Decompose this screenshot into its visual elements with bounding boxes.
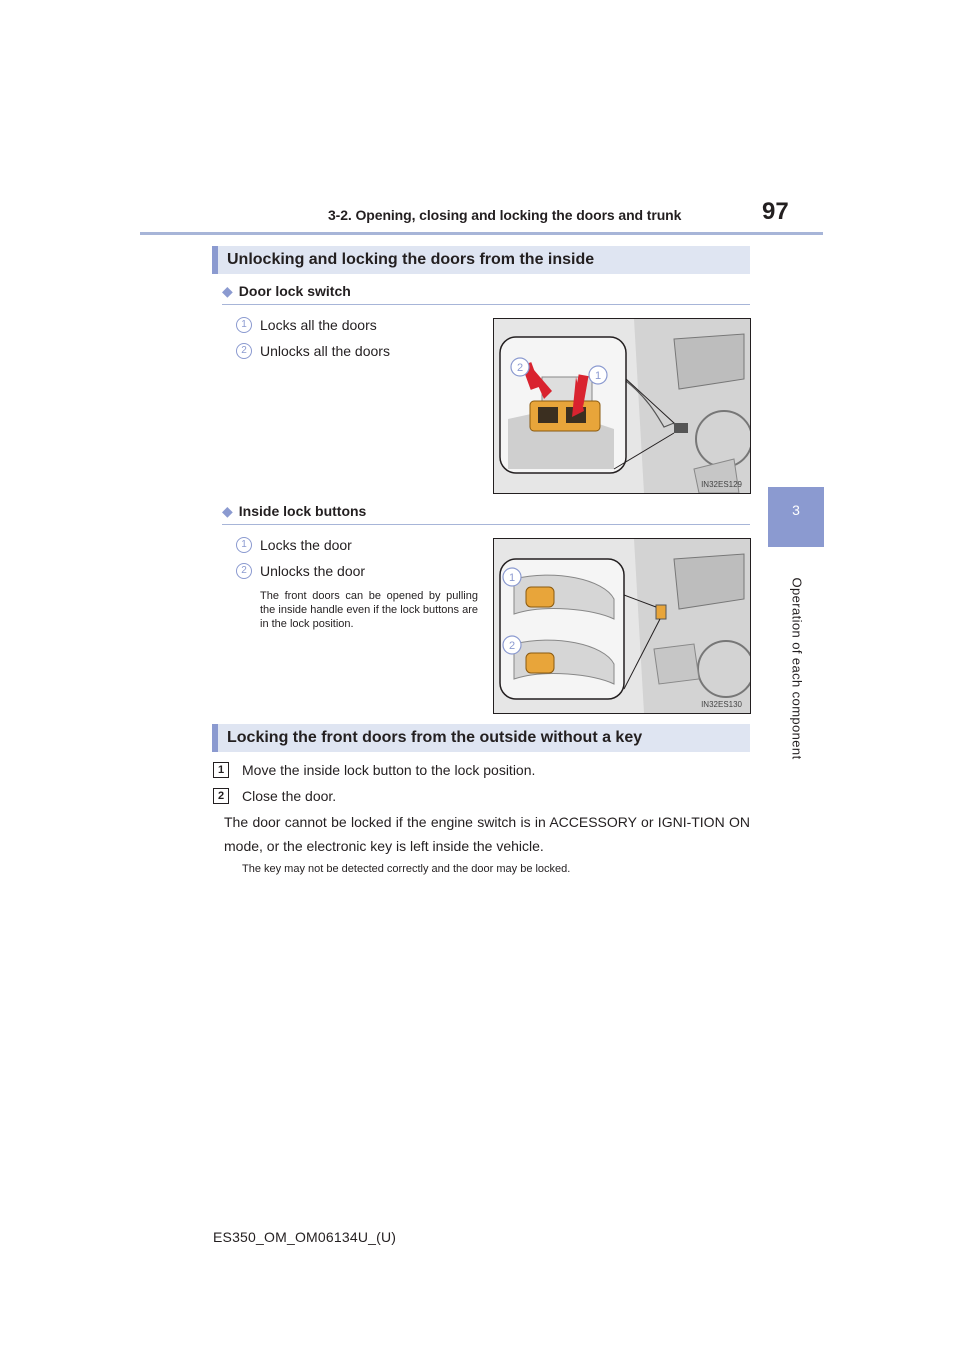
section-heading-inside: Unlocking and locking the doors from the inside xyxy=(212,246,750,274)
door-lock-switch-drawing xyxy=(494,319,750,493)
item-number: 1 xyxy=(236,537,252,553)
callout-2: 2 xyxy=(508,640,516,652)
inside-lock-buttons-illustration xyxy=(493,538,751,714)
subheading-label: Inside lock buttons xyxy=(238,503,367,519)
page-number: 97 xyxy=(762,198,789,225)
inside-lock-buttons-drawing xyxy=(494,539,750,713)
subheading-rule xyxy=(222,524,750,525)
caution-note: The key may not be detected correctly and the door may be locked. xyxy=(242,863,571,875)
door-lock-switch-illustration xyxy=(493,318,751,494)
item-text: Unlocks the door xyxy=(260,563,366,579)
item-number: 1 xyxy=(236,317,252,333)
item-text: Locks the door xyxy=(260,537,352,553)
running-header-title: 3-2. Opening, closing and locking the doors and trunk xyxy=(328,207,682,223)
step-text: Move the inside lock button to the lock position. xyxy=(242,762,536,778)
callout-2: 2 xyxy=(516,362,524,374)
chapter-number: 3 xyxy=(792,502,800,518)
callout-1: 1 xyxy=(594,370,602,382)
subheading-rule xyxy=(222,304,750,305)
section-heading-without-key: Locking the front doors from the outside without a key xyxy=(212,724,750,752)
step-number: 2 xyxy=(213,788,229,804)
chapter-title-vertical: Operation of each component xyxy=(789,577,805,760)
subheading-label: Door lock switch xyxy=(238,283,351,299)
item-number: 2 xyxy=(236,563,252,579)
diamond-bullet-icon: ◆ xyxy=(222,283,233,299)
lock-button-note: The front doors can be opened by pulling the inside handle even if the lock buttons are in the lock position. xyxy=(260,590,478,630)
document-code: ES350_OM_OM06134U_(U) xyxy=(213,1229,397,1245)
subheading-inside-lock-buttons xyxy=(222,503,366,520)
item-text: Unlocks all the doors xyxy=(260,343,390,359)
item-number: 2 xyxy=(236,343,252,359)
subheading-door-lock-switch xyxy=(222,283,351,300)
callout-1: 1 xyxy=(508,572,516,584)
step-number: 1 xyxy=(213,762,229,778)
header-divider xyxy=(140,232,823,235)
image-code: IN32ES129 xyxy=(701,480,742,489)
item-text: Locks all the doors xyxy=(260,317,377,333)
step-text: Close the door. xyxy=(242,788,337,804)
image-code: IN32ES130 xyxy=(701,700,742,709)
caution-paragraph: The door cannot be locked if the engine switch is in ACCESSORY or IGNI-TION ON mode, or the electronic key is left inside the vehicle. xyxy=(224,814,750,854)
diamond-bullet-icon: ◆ xyxy=(222,503,233,519)
